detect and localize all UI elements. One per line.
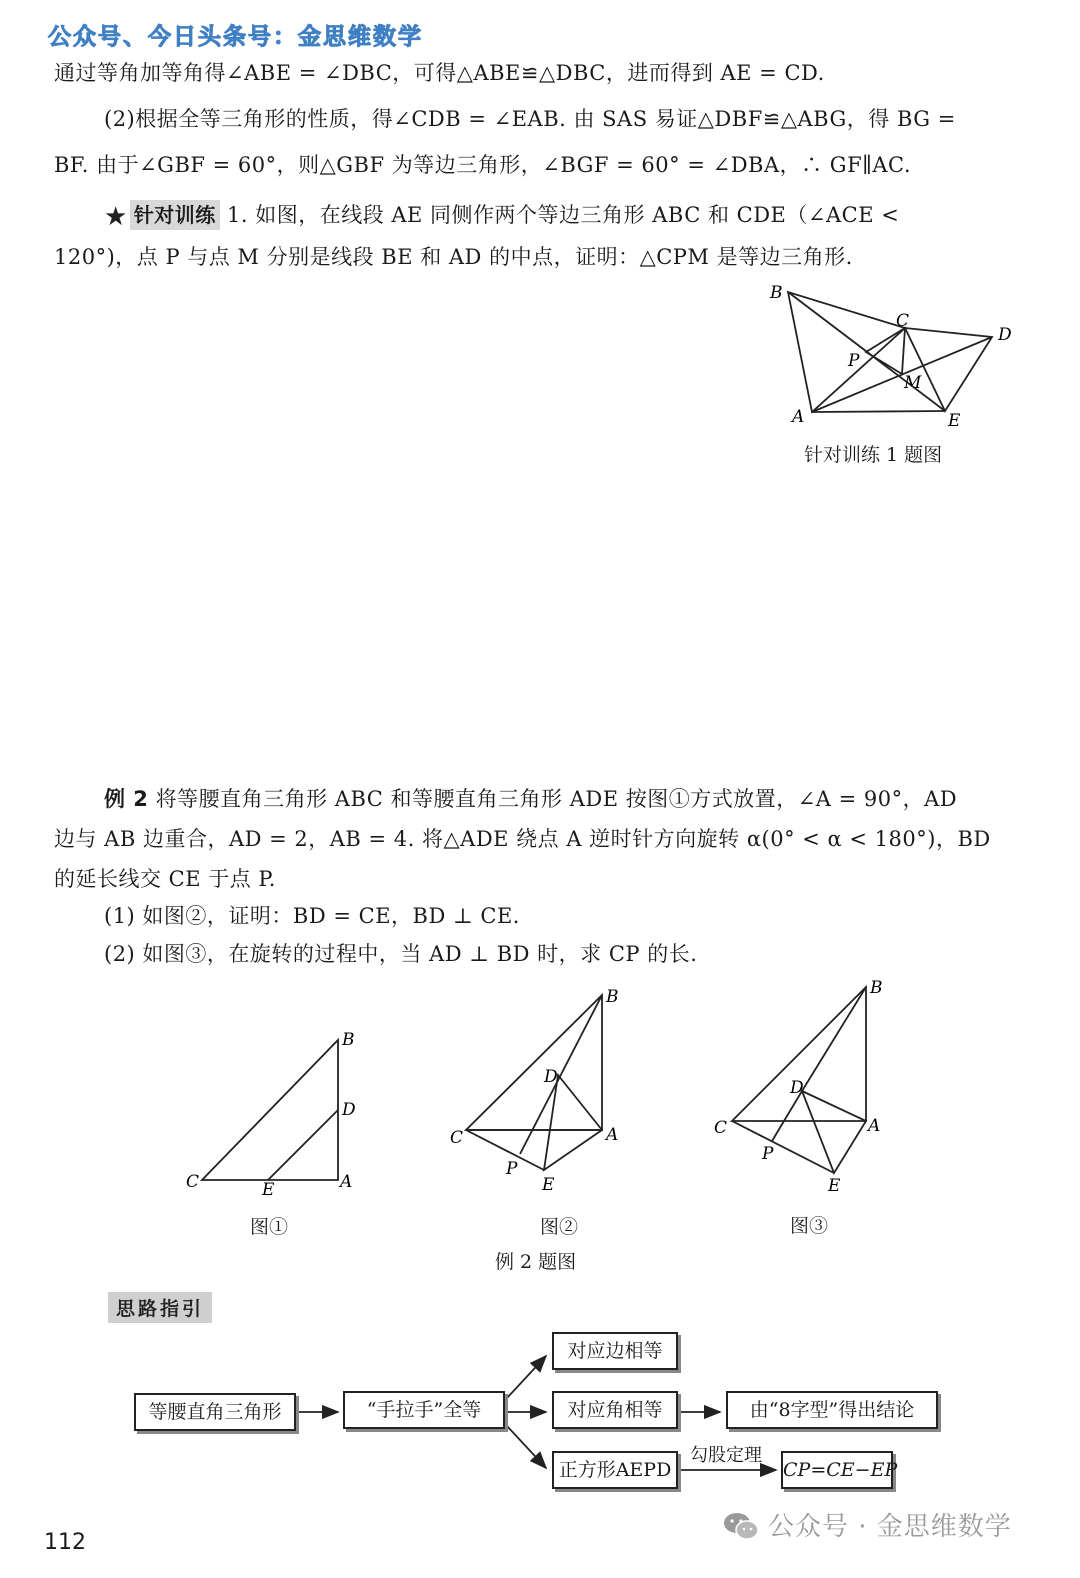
svg-text:C: C (450, 1128, 464, 1148)
example2-line-1 (104, 784, 957, 814)
svg-text:B: B (606, 987, 619, 1007)
training-line-1 (104, 200, 899, 232)
training-text-1: 1. 如图，在线段 AE 同侧作两个等边三角形 ABC 和 CDE（∠ACE < (227, 203, 900, 227)
svg-text:P: P (506, 1159, 518, 1179)
flow-box-figure8: 由“8字型”得出结论 (726, 1391, 938, 1429)
example2-line-2: 边与 AB 边重合，AD = 2，AB = 4. 将△ADE 绕点 A 逆时针方向旋转 α(0° < α < 180°)，BD (54, 827, 991, 851)
label-a: A (792, 407, 805, 427)
svg-text:D: D (790, 1078, 804, 1098)
star-icon: ★ (104, 202, 128, 232)
svg-text:C: C (714, 1118, 728, 1138)
wechat-icon (722, 1511, 760, 1541)
segment-ce-fig3 (732, 1121, 834, 1173)
label-m: M (904, 373, 922, 393)
training-heading: 针对训练 (130, 200, 220, 230)
triangle-abc-fig2 (466, 995, 602, 1130)
triangle-abc-fig1 (202, 1040, 338, 1180)
training-line-2: 120°)，点 P 与点 M 分别是线段 BE 和 AD 的中点，证明：△CPM 是等边三角形. (54, 245, 853, 269)
example2-figure-3 (710, 975, 910, 1195)
example2-part-1: (1) 如图②，证明：BD = CE，BD ⊥ CE. (104, 904, 520, 928)
svg-text:E: E (828, 1176, 841, 1195)
header-watermark: 公众号、今日头条号：金思维数学 (48, 24, 423, 50)
segment-bd-fig3 (802, 987, 866, 1091)
label-p: P (848, 351, 860, 371)
svg-text:D: D (342, 1100, 356, 1120)
flow-box-square: 正方形AEPD (552, 1451, 678, 1489)
triangle-abc-fig3 (732, 987, 866, 1121)
footer-watermark (722, 1506, 1012, 1543)
svg-text:E: E (262, 1180, 275, 1200)
flow-box-sides: 对应边相等 (552, 1332, 678, 1370)
svg-text:A: A (606, 1125, 619, 1145)
svg-text:C: C (186, 1172, 200, 1192)
triangle-cde (905, 328, 992, 411)
svg-text:A: A (868, 1116, 881, 1136)
svg-text:E: E (542, 1175, 555, 1195)
flow-box-cp: CP=CE−EP (781, 1451, 893, 1489)
flow-box-congruent: “手拉手”全等 (343, 1391, 505, 1429)
svg-text:B: B (342, 1030, 355, 1050)
training-figure-caption: 针对训练 1 题图 (804, 444, 943, 466)
flow-box-angles: 对应角相等 (552, 1391, 678, 1429)
fig3-caption: 图③ (790, 1215, 829, 1237)
label-d: D (998, 325, 1012, 345)
svg-text:B: B (870, 978, 883, 998)
fig1-caption: 图① (250, 1216, 289, 1238)
solution-line-3: BF. 由于∠GBF = 60°，则△GBF 为等边三角形，∠BGF = 60° = ∠DBA，∴ GF∥AC. (54, 153, 912, 177)
segment-ae (812, 411, 945, 412)
solution-line-1: 通过等角加等角得∠ABE = ∠DBC，可得△ABE≌△DBC，进而得到 AE = CD. (54, 61, 825, 85)
arrow-label-pythagoras: 勾股定理 (690, 1445, 762, 1466)
guide-heading: 思路指引 (108, 1292, 212, 1323)
svg-text:A: A (340, 1172, 353, 1192)
triangle-abc (788, 292, 905, 412)
training-figure (760, 280, 1030, 430)
example2-figure-2 (440, 980, 640, 1200)
label-c: C (896, 311, 910, 331)
flow-box-isosceles: 等腰直角三角形 (134, 1393, 296, 1431)
segment-de-fig1 (268, 1110, 338, 1180)
label-e: E (948, 411, 961, 430)
example2-text-1: 将等腰直角三角形 ABC 和等腰直角三角形 ADE 按图①方式放置，∠A = 90°，AD (155, 787, 958, 811)
example2-figure-1 (180, 1025, 380, 1205)
example2-heading: 例 2 (104, 787, 149, 811)
fig2-caption: 图② (540, 1216, 579, 1238)
svg-text:D: D (544, 1067, 558, 1087)
triangle-cpm (866, 328, 905, 374)
page-number: 112 (44, 1530, 86, 1555)
label-b: B (770, 283, 783, 303)
segment-dp-fig3 (772, 1091, 802, 1141)
example2-figure-caption: 例 2 题图 (495, 1251, 577, 1273)
segment-ce-fig2 (466, 1130, 544, 1170)
solution-line-2: (2)根据全等三角形的性质，得∠CDB = ∠EAB. 由 SAS 易证△DBF≌△ABG，得 BG = (104, 107, 956, 131)
svg-text:P: P (762, 1144, 774, 1164)
example2-part-2: (2) 如图③，在旋转的过程中，当 AD ⊥ BD 时，求 CP 的长. (104, 942, 698, 966)
example2-line-3: 的延长线交 CE 于点 P. (54, 867, 276, 891)
footer-watermark-text: 公众号 · 金思维数学 (768, 1512, 1012, 1542)
